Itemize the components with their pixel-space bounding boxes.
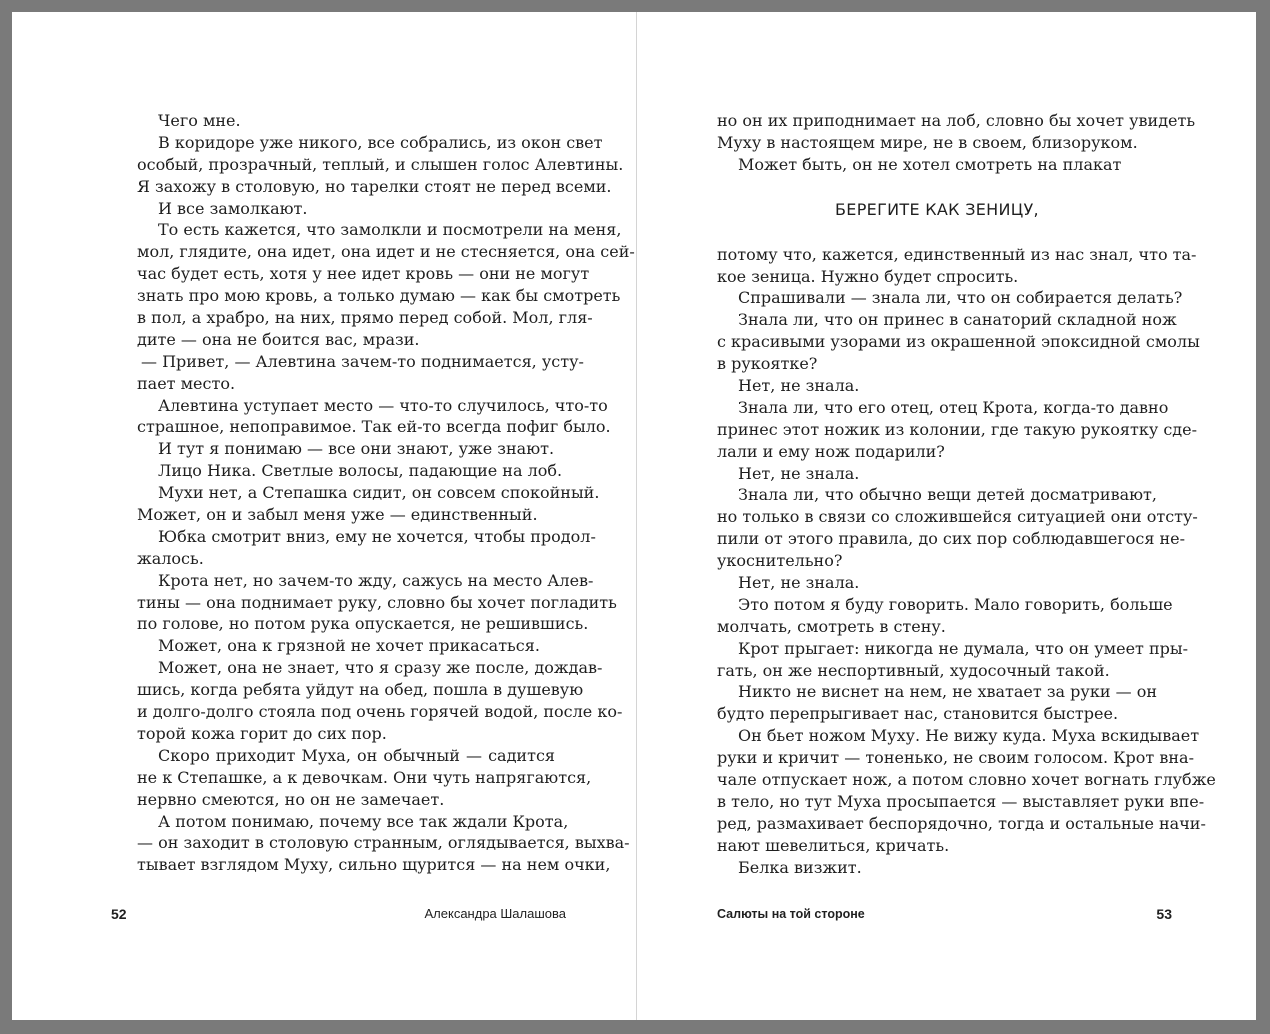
text-line: особый, прозрачный, теплый, и слышен голос Алевтины. xyxy=(137,154,624,174)
text-line: жалось. xyxy=(137,548,204,568)
text-line: Может, она не знает, что я сразу же после, дождав- xyxy=(158,658,603,678)
text-line: — Привет, — Алевтина зачем-то поднимается, усту- xyxy=(141,351,584,371)
text-line: тины — она поднимает руку, словно бы хочет погладить xyxy=(137,592,617,612)
text-line: укоснительно? xyxy=(717,551,843,571)
text-line: гать, он же неспортивный, худосочный такой. xyxy=(717,660,1110,680)
text-line: Он бьет ножом Муху. Не вижу куда. Муха вскидывает xyxy=(738,726,1200,746)
text-line: мол, глядите, она идет, она идет и не стесняется, она сей- xyxy=(137,242,635,262)
text-line: в пол, а храбро, на них, прямо перед собой. Мол, гля- xyxy=(137,308,593,328)
text-line: То есть кажется, что замолкли и посмотрели на меня, xyxy=(158,220,622,240)
text-line: час будет есть, хотя у нее идет кровь — они не могут xyxy=(137,264,590,284)
text-line: пили от этого правила, до сих пор соблюдавшегося не- xyxy=(717,529,1186,549)
text-line: нервно смеются, но он не замечает. xyxy=(137,789,445,809)
text-line: Может, он и забыл меня уже — единственный. xyxy=(137,505,538,525)
text-line: нают шевелиться, кричать. xyxy=(717,835,950,855)
text-line: Может, она к грязной не хочет прикасаться. xyxy=(158,636,540,656)
text-line: Мухи нет, а Степашка сидит, он совсем спокойный. xyxy=(158,483,600,503)
book-spread xyxy=(12,12,1256,1020)
text-line: Скоро приходит Муха, он обычный — садится xyxy=(158,745,555,765)
text-line: Это потом я буду говорить. Мало говорить, больше xyxy=(738,594,1173,614)
right-page xyxy=(637,12,1256,1020)
text-line: знать про мою кровь, а только думаю — как бы смотреть xyxy=(137,286,621,306)
text-line: ред, размахивает беспорядочно, тогда и остальные начи- xyxy=(717,813,1206,833)
text-line: Спрашивали — знала ли, что он собирается делать? xyxy=(738,288,1183,308)
text-line: потому что, кажется, единственный из нас знал, что та- xyxy=(717,244,1197,264)
text-line: Я захожу в столовую, но тарелки стоят не перед всеми. xyxy=(137,176,612,196)
text-line: В коридоре уже никого, все собрались, из окон свет xyxy=(158,132,603,152)
text-line: дите — она не боится вас, мрази. xyxy=(137,329,420,349)
text-line: но он их приподнимает на лоб, словно бы хочет увидеть xyxy=(717,111,1196,130)
text-line: И тут я понимаю — все они знают, уже знают. xyxy=(158,439,555,459)
text-line: но только в связи со сложившейся ситуацией они отсту- xyxy=(717,507,1198,527)
text-line: молчать, смотреть в стену. xyxy=(717,616,946,636)
running-header-title: Салюты на той стороне xyxy=(717,907,865,921)
text-line: в тело, но тут Муха просыпается — выставляет руки впе- xyxy=(717,791,1205,811)
text-line: чале отпускает нож, а потом словно хочет вогнать глубже xyxy=(717,770,1216,790)
text-line: с красивыми узорами из окрашенной эпоксидной смолы xyxy=(717,332,1200,352)
text-line: торой кожа горит до сих пор. xyxy=(137,723,387,743)
right-page-text xyxy=(717,110,1216,879)
text-line: Юбка смотрит вниз, ему не хочется, чтобы продол- xyxy=(158,526,596,546)
text-line: руки и кричит — тоненько, не своим голосом. Крот вна- xyxy=(717,748,1194,768)
text-line: Знала ли, что обычно вещи детей досматривают, xyxy=(738,485,1157,505)
text-line: не к Степашке, а к девочкам. Они чуть напрягаются, xyxy=(137,767,592,787)
text-line: Может быть, он не хотел смотреть на плакат xyxy=(738,154,1122,174)
text-line: Крота нет, но зачем-то жду, сажусь на место Алев- xyxy=(158,570,594,590)
left-page-text xyxy=(137,110,635,876)
text-line: Чего мне. xyxy=(158,111,241,130)
text-line: Знала ли, что он принес в санаторий складной нож xyxy=(738,310,1177,330)
text-line: Нет, не знала. xyxy=(738,463,860,483)
text-line: Нет, не знала. xyxy=(738,573,860,593)
text-line: будто перепрыгивает нас, становится быстрее. xyxy=(717,704,1119,724)
page-number: 52 xyxy=(111,906,127,922)
text-line: по голове, но потом рука опускается, не решившись. xyxy=(137,614,589,634)
text-line: в рукоятке? xyxy=(717,354,818,374)
text-line: Знала ли, что его отец, отец Крота, когда-то давно xyxy=(738,397,1169,417)
text-line: Нет, не знала. xyxy=(738,376,860,396)
text-line: тывает взглядом Муху, сильно щурится — на нем очки, xyxy=(137,855,611,875)
left-page xyxy=(12,12,636,1020)
text-line: А потом понимаю, почему все так ждали Крота, xyxy=(158,811,569,831)
text-line: кое зеница. Нужно будет спросить. xyxy=(717,266,1019,286)
text-line: принес этот ножик из колонии, где такую рукоятку сде- xyxy=(717,419,1197,439)
text-line: Лицо Ника. Светлые волосы, падающие на лоб. xyxy=(158,461,563,481)
text-line: шись, когда ребята уйдут на обед, пошла в душевую xyxy=(137,680,584,700)
running-header-author: Александра Шалашова xyxy=(424,906,566,921)
text-line: Никто не виснет на нем, не хватает за руки — он xyxy=(738,682,1157,702)
text-line: страшное, непоправимое. Так ей-то всегда пофиг было. xyxy=(137,417,611,437)
text-line: лали и ему нож подарили? xyxy=(717,441,945,461)
page-number: 53 xyxy=(1156,906,1172,922)
text-line: Алевтина уступает место — что-то случилось, что-то xyxy=(158,395,608,415)
text-line: И все замолкают. xyxy=(158,198,308,218)
text-line: Крот прыгает: никогда не думала, что он умеет пры- xyxy=(738,638,1189,658)
text-line: Муху в настоящем мире, не в своем, близоруком. xyxy=(717,132,1138,152)
text-line: и долго-долго стояла под очень горячей водой, после ко- xyxy=(137,702,623,722)
poster-heading: БЕРЕГИТЕ КАК ЗЕНИЦУ, xyxy=(835,199,1039,219)
text-line: Белка визжит. xyxy=(738,857,862,877)
text-line: пает место. xyxy=(137,373,236,393)
text-line: — он заходит в столовую странным, оглядывается, выхва- xyxy=(137,833,630,853)
